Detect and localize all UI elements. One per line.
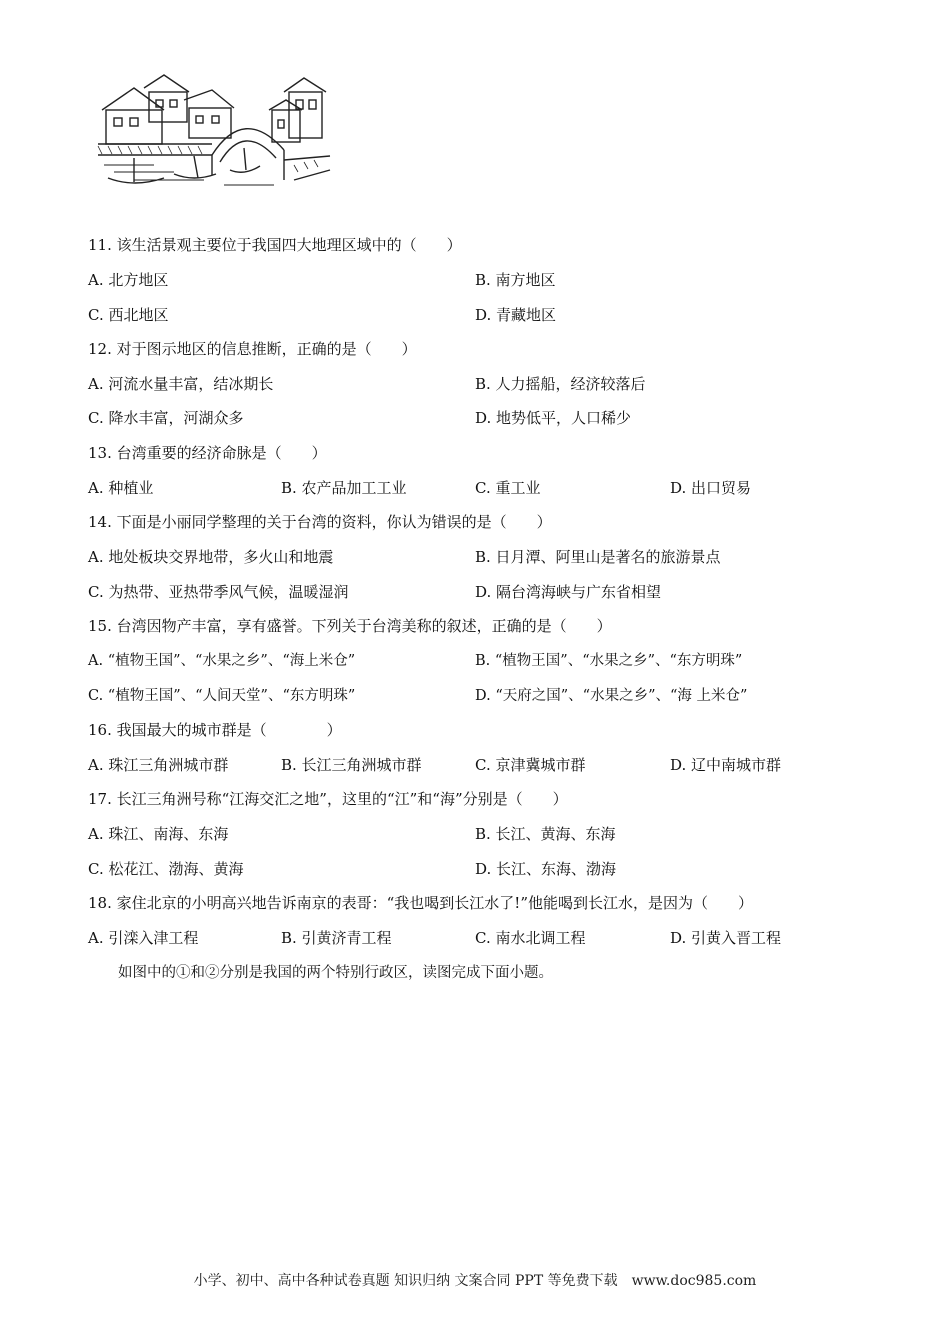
question-12-option-c[interactable]: C. 降水丰富，河湖众多 bbox=[88, 409, 244, 427]
question-16-option-b[interactable]: B. 长江三角洲城市群 bbox=[281, 756, 422, 774]
water-town-sketch-image bbox=[94, 70, 334, 200]
question-13-option-a[interactable]: A. 种植业 bbox=[88, 479, 154, 497]
section-intro-text: 如图中的①和②分别是我国的两个特别行政区，读图完成下面小题。 bbox=[118, 965, 553, 981]
question-17-option-b[interactable]: B. 长江、黄海、东海 bbox=[475, 825, 616, 843]
question-12-option-a[interactable]: A. 河流水量丰富，结冰期长 bbox=[88, 375, 274, 393]
question-12-option-d[interactable]: D. 地势低平，人口稀少 bbox=[475, 409, 632, 427]
question-11-option-b[interactable]: B. 南方地区 bbox=[475, 271, 556, 289]
question-14-option-d[interactable]: D. 隔台湾海峡与广东省相望 bbox=[475, 583, 662, 601]
question-17-option-d[interactable]: D. 长江、东海、渤海 bbox=[475, 860, 617, 878]
question-15-option-a[interactable]: A. “植物王国”、“水果之乡”、“海上米仓” bbox=[88, 653, 356, 669]
question-14-stem: 14. 下面是小丽同学整理的关于台湾的资料，你认为错误的是（ ） bbox=[88, 513, 552, 531]
question-11-option-a[interactable]: A. 北方地区 bbox=[88, 271, 169, 289]
question-16-option-c[interactable]: C. 京津冀城市群 bbox=[475, 756, 586, 774]
question-15-stem: 15. 台湾因物产丰富，享有盛誉。下列关于台湾美称的叙述，正确的是（ ） bbox=[88, 617, 612, 635]
question-16-stem: 16. 我国最大的城市群是（ ） bbox=[88, 721, 342, 739]
question-11-stem: 11. 该生活景观主要位于我国四大地理区域中的（ ） bbox=[88, 236, 462, 254]
question-16-option-a[interactable]: A. 珠江三角洲城市群 bbox=[88, 756, 229, 774]
question-13-option-c[interactable]: C. 重工业 bbox=[475, 479, 541, 497]
question-18-option-c[interactable]: C. 南水北调工程 bbox=[475, 929, 586, 947]
question-12-option-b[interactable]: B. 人力摇船，经济较落后 bbox=[475, 375, 646, 393]
question-15-option-d[interactable]: D. “天府之国”、“水果之乡”、“海 上米仓” bbox=[475, 688, 748, 704]
question-18-option-a[interactable]: A. 引滦入津工程 bbox=[88, 929, 199, 947]
question-11-option-c[interactable]: C. 西北地区 bbox=[88, 306, 169, 324]
question-14-option-b[interactable]: B. 日月潭、阿里山是著名的旅游景点 bbox=[475, 548, 721, 566]
question-16-option-d[interactable]: D. 辽中南城市群 bbox=[670, 756, 782, 774]
question-18-option-b[interactable]: B. 引黄济青工程 bbox=[281, 929, 392, 947]
question-13-option-d[interactable]: D. 出口贸易 bbox=[670, 479, 752, 497]
question-17-option-c[interactable]: C. 松花江、渤海、黄海 bbox=[88, 860, 244, 878]
question-11-option-d[interactable]: D. 青藏地区 bbox=[475, 306, 557, 324]
question-13-stem: 13. 台湾重要的经济命脉是（ ） bbox=[88, 444, 327, 462]
question-15-option-b[interactable]: B. “植物王国”、“水果之乡”、“东方明珠” bbox=[475, 653, 743, 669]
question-17-stem: 17. 长江三角洲号称“江海交汇之地”，这里的“江”和“海”分别是（ ） bbox=[88, 790, 568, 808]
question-18-stem: 18. 家住北京的小明高兴地告诉南京的表哥：“我也喝到长江水了!”他能喝到长江水，是因为（ ） bbox=[88, 894, 753, 912]
question-17-option-a[interactable]: A. 珠江、南海、东海 bbox=[88, 825, 229, 843]
page-footer: 小学、初中、高中各种试卷真题 知识归纳 文案合同 PPT 等免费下载 www.doc985.com bbox=[193, 1273, 757, 1289]
question-14-option-a[interactable]: A. 地处板块交界地带，多火山和地震 bbox=[88, 548, 334, 566]
question-13-option-b[interactable]: B. 农产品加工工业 bbox=[281, 479, 407, 497]
question-18-option-d[interactable]: D. 引黄入晋工程 bbox=[670, 929, 782, 947]
question-15-option-c[interactable]: C. “植物王国”、“人间天堂”、“东方明珠” bbox=[88, 688, 356, 704]
question-12-stem: 12. 对于图示地区的信息推断，正确的是（ ） bbox=[88, 340, 417, 358]
question-14-option-c[interactable]: C. 为热带、亚热带季风气候，温暖湿润 bbox=[88, 583, 349, 601]
